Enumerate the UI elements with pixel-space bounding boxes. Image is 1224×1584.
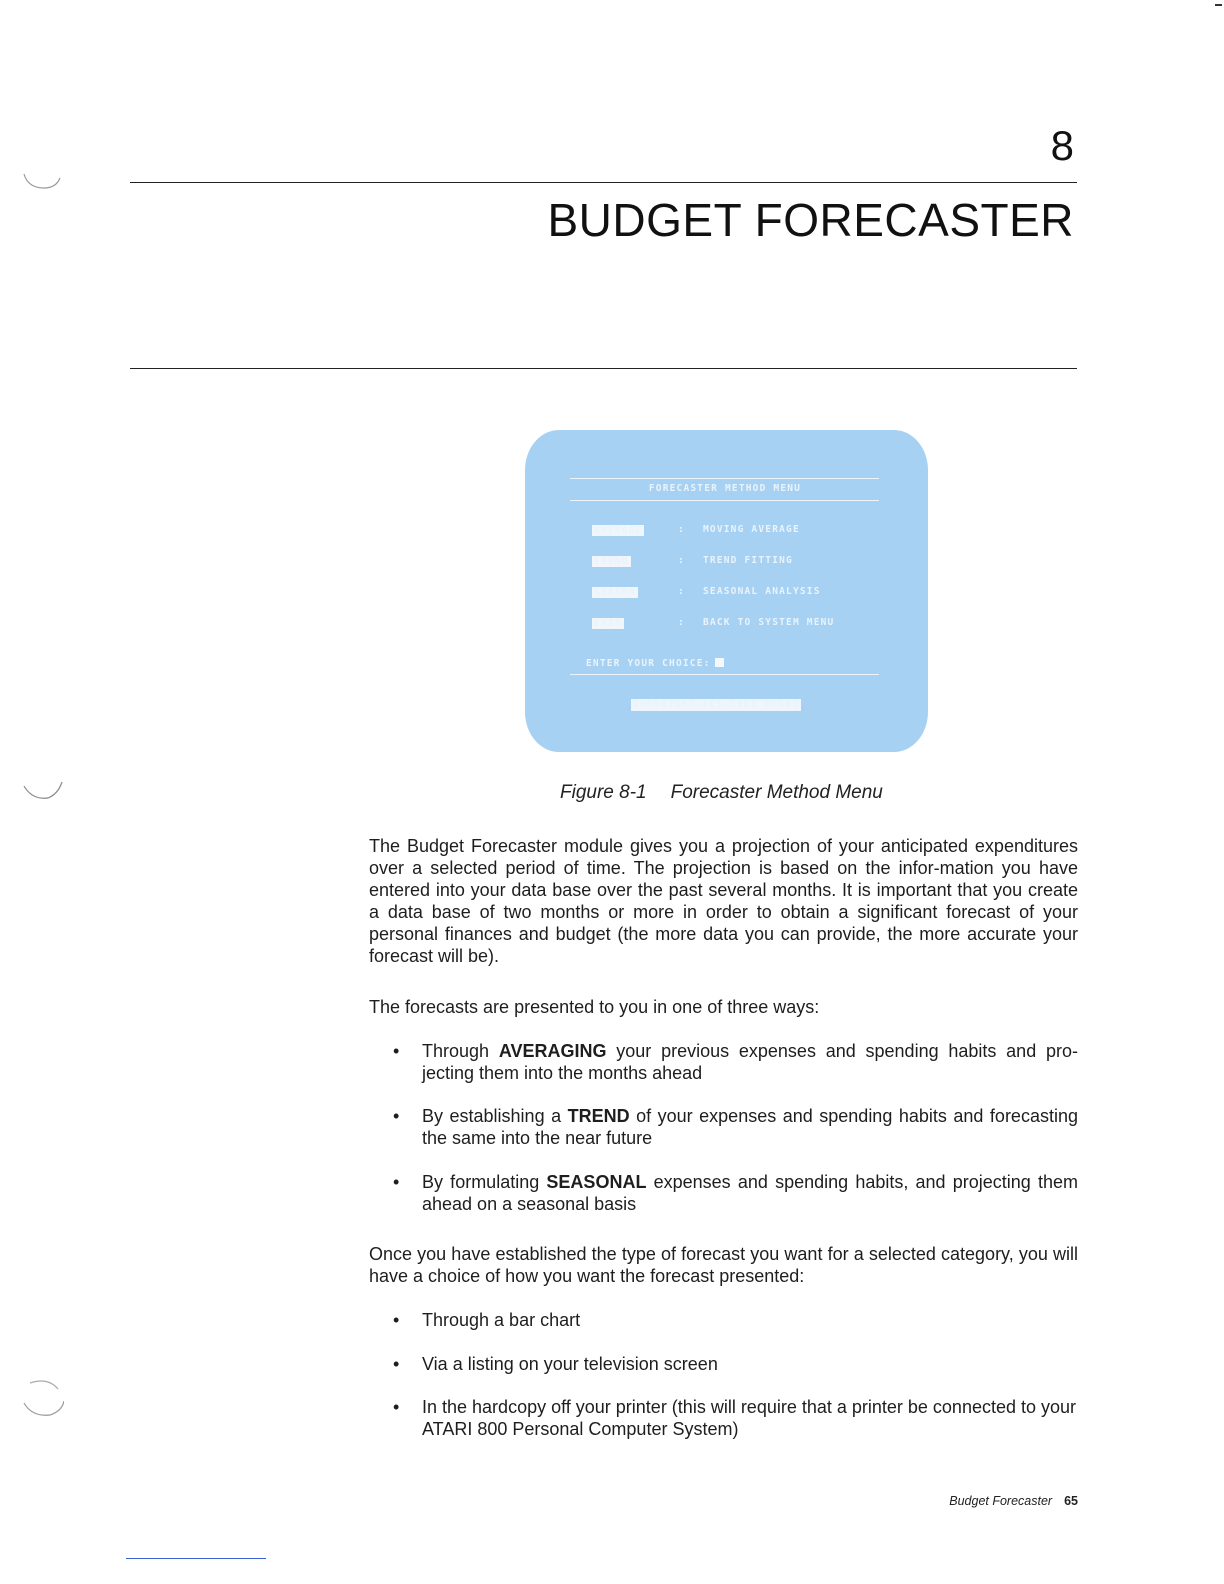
list-item-text: Through AVERAGING your previous expenses and spending habits and pro-jecting them into the months ahead (422, 1041, 1078, 1083)
screen-rule (570, 674, 879, 675)
binder-hole-mark (18, 1375, 64, 1421)
option-desc-season: SEASONAL ANALYSIS (703, 586, 821, 597)
option-key-average: AVERAGE (594, 525, 643, 536)
edge-mark (1215, 4, 1222, 6)
ways-intro-paragraph: The forecasts are presented to you in one of three ways: (369, 997, 820, 1017)
chapter-number: 8 (1050, 122, 1074, 169)
list-item-text: By establishing a TREND of your expenses and spending habits and forecasting the same into the near future (422, 1106, 1078, 1148)
option-key-exit: EXIT (594, 618, 622, 629)
list-item (369, 1105, 1078, 1149)
page-number: 65 (1064, 1494, 1078, 1508)
bullet-icon: • (393, 1310, 400, 1330)
scan-artifact-line (126, 1558, 266, 1559)
screen-rule (570, 478, 879, 479)
screen-rule (570, 500, 879, 501)
option-desc-trend: TREND FITTING (703, 555, 793, 566)
list-item (369, 1309, 1078, 1331)
screen-menu-title: FORECASTER METHOD MENU (648, 483, 802, 494)
option-key-season: SEASON (594, 587, 636, 598)
bullet-icon: • (393, 1106, 400, 1126)
header-rule (130, 368, 1077, 369)
list-item-text: In the hardcopy off your printer (this will require that a printer be connected to your ATARI 800 Personal Computer System) (422, 1397, 1077, 1439)
intro-paragraph: The Budget Forecaster module gives you a projection of your anticipated expenditures over a selected period of time. The projection is based on the infor-mation you have entered into your data base over the past several months. It is important that you create a data base of two months or more in order to obtain a significant forecast of your personal finances and budget (the more data you can provide, the more accurate your forecast will be). (369, 836, 1078, 966)
copyright-notice: COPYRIGHT (C) 1981 ATARI (633, 699, 800, 710)
option-desc-exit: BACK TO SYSTEM MENU (703, 617, 835, 628)
bullet-icon: • (393, 1172, 400, 1192)
option-separator: : (678, 617, 685, 628)
list-item-text: By formulating SEASONAL expenses and spending habits, and projecting them ahead on a seasonal basis (422, 1172, 1078, 1214)
chapter-title: BUDGET FORECASTER (547, 194, 1074, 246)
list-item (369, 1396, 1078, 1440)
list-item-text: Through a bar chart (422, 1310, 581, 1330)
bullet-icon: • (393, 1397, 400, 1417)
choice-prompt-label: ENTER YOUR CHOICE: (586, 658, 711, 669)
choice-intro-paragraph: Once you have established the type of forecast you want for a selected category, you will have a choice of how you want the forecast presented: (369, 1244, 1078, 1286)
list-item-text: Via a listing on your television screen (422, 1354, 718, 1374)
option-separator: : (678, 586, 685, 597)
keyword-trend: TREND (567, 1106, 630, 1126)
cursor-block-icon (715, 658, 724, 667)
option-key-trend: TREND (594, 556, 629, 567)
list-item (369, 1353, 1078, 1375)
figure-label: Figure 8-1 (560, 782, 647, 803)
list-item (369, 1171, 1078, 1215)
figure-caption (560, 782, 883, 804)
bullet-icon: • (393, 1354, 400, 1374)
binder-hole-mark (18, 160, 64, 194)
forecaster-menu-screen (525, 430, 928, 752)
keyword-seasonal: SEASONAL (546, 1172, 647, 1192)
page-footer (949, 1494, 1078, 1508)
binder-hole-mark (18, 770, 64, 804)
keyword-averaging: AVERAGING (498, 1041, 607, 1061)
option-separator: : (678, 524, 685, 535)
option-desc-average: MOVING AVERAGE (703, 524, 800, 535)
choice-prompt (586, 658, 724, 669)
bullet-icon: • (393, 1041, 400, 1061)
footer-title: Budget Forecaster (949, 1494, 1053, 1508)
option-separator: : (678, 555, 685, 566)
list-item (369, 1040, 1078, 1084)
header-rule (130, 182, 1077, 183)
figure-caption-text: Forecaster Method Menu (670, 782, 883, 803)
